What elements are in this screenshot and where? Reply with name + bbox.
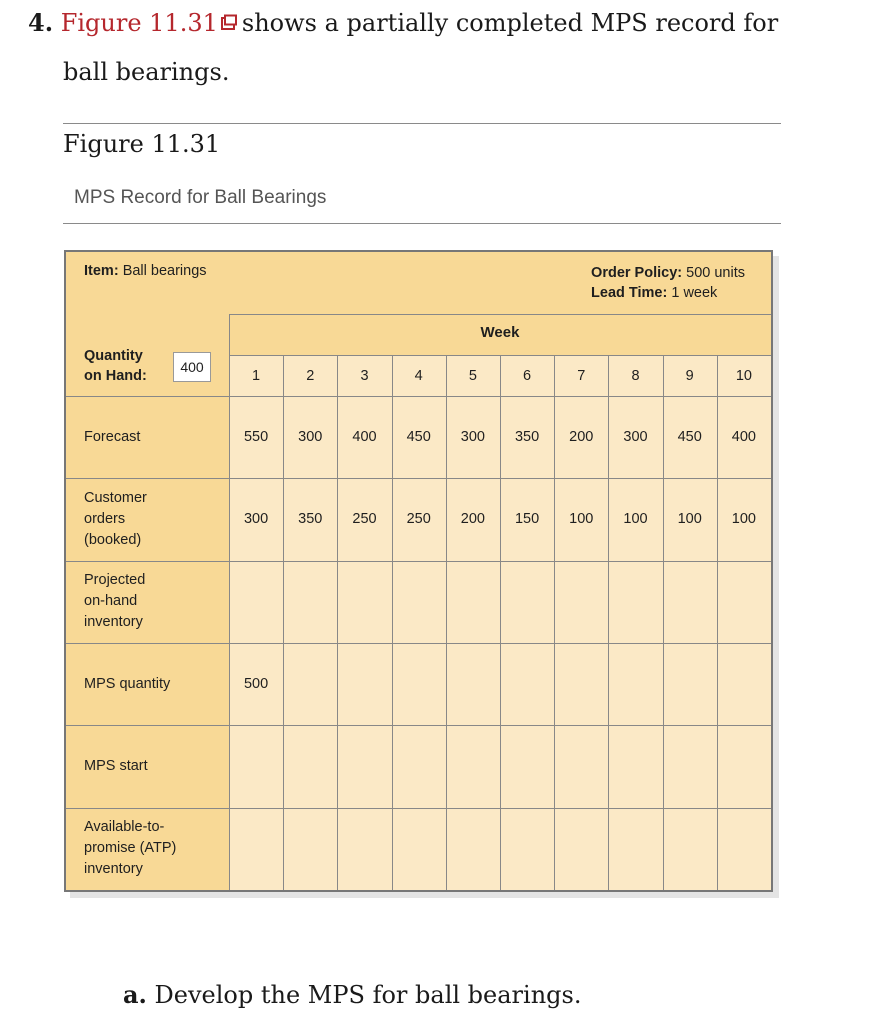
table-cell: 550 (243, 429, 269, 446)
grid-line (66, 561, 771, 562)
grid-line (66, 643, 771, 644)
grid-line (554, 355, 555, 890)
figure-caption: MPS Record for Ball Bearings (74, 187, 327, 208)
row-label (84, 674, 170, 695)
grid-line (500, 355, 501, 890)
table-cell: 400 (352, 429, 377, 446)
table-cell (337, 839, 391, 859)
grid-line (229, 314, 230, 890)
table-cell: 100 (731, 511, 756, 528)
grid-line (392, 355, 393, 890)
table-cell: 250 (352, 511, 377, 528)
grid-line (663, 355, 664, 890)
row-label (84, 756, 148, 777)
table-cell (392, 756, 446, 776)
table-cell: 200 (569, 429, 594, 446)
row-label-line: Customer (84, 489, 147, 506)
table-cell (663, 839, 717, 859)
table-cell: 100 (677, 511, 702, 528)
row-label (84, 570, 145, 633)
week-number-cell: 1 (229, 356, 283, 396)
item-label: Item: (84, 263, 119, 279)
sub-question (123, 980, 581, 1009)
table-cell (283, 756, 337, 776)
table-cell (283, 592, 337, 612)
table-cell (717, 756, 771, 776)
table-cell (283, 839, 337, 859)
table-cell (229, 839, 283, 859)
row-label-line: MPS start (84, 757, 148, 774)
figure-link[interactable]: Figure 11.31 (60, 9, 218, 37)
external-link-icon[interactable] (220, 14, 238, 32)
table-cell (446, 592, 500, 612)
week-number-cell: 3 (337, 356, 391, 396)
table-cell: 400 (731, 429, 756, 446)
table-cell: 300 (623, 429, 648, 446)
table-cell: 200 (460, 511, 485, 528)
row-label-line: promise (ATP) (84, 840, 177, 857)
table-cell (663, 592, 717, 612)
table-cell (554, 839, 608, 859)
table-cell (663, 674, 717, 694)
table-cell (337, 756, 391, 776)
row-label-line: Forecast (84, 428, 141, 445)
figure-label: Figure 11.31 (63, 130, 221, 158)
row-label (84, 488, 147, 551)
lead-time-label: Lead Time: (591, 285, 668, 301)
week-number-cell: 8 (608, 356, 662, 396)
table-cell: 250 (406, 511, 431, 528)
grid-line (66, 396, 771, 397)
row-label-line: inventory (84, 614, 143, 631)
table-cell (554, 592, 608, 612)
grid-line (66, 725, 771, 726)
question-line-2: ball bearings. (63, 58, 230, 86)
table-cell (337, 674, 391, 694)
week-number-cell: 6 (500, 356, 554, 396)
table-cell: 350 (298, 511, 323, 528)
table-cell (229, 756, 283, 776)
order-policy-info (591, 263, 745, 303)
question-number: 4. (28, 8, 54, 37)
week-title: Week (480, 324, 520, 341)
grid-line (283, 355, 284, 890)
table-cell (392, 839, 446, 859)
grid-line (66, 808, 771, 809)
table-cell (500, 592, 554, 612)
table-cell: 350 (514, 429, 540, 446)
row-label-line: (booked) (84, 531, 142, 548)
lead-time-value: 1 week (671, 285, 718, 301)
table-cell: 300 (298, 429, 323, 446)
table-cell (717, 592, 771, 612)
table-cell: 100 (623, 511, 648, 528)
quantity-on-hand-value: 400 (173, 352, 211, 382)
table-cell (337, 592, 391, 612)
table-cell (392, 674, 446, 694)
item-info (84, 263, 207, 279)
table-cell (608, 674, 662, 694)
item-value: Ball bearings (122, 263, 207, 279)
row-label-line: Available-to- (84, 819, 165, 836)
order-policy-value: 500 units (686, 265, 745, 281)
grid-line (446, 355, 447, 890)
sub-question-text: Develop the MPS for ball bearings. (154, 981, 582, 1009)
week-number-cell: 4 (392, 356, 446, 396)
order-policy-label: Order Policy: (591, 265, 683, 281)
question-text: shows a partially completed MPS record for (241, 9, 779, 37)
table-cell (608, 756, 662, 776)
week-number-cell: 5 (446, 356, 500, 396)
mps-record-table (64, 250, 773, 892)
table-cell (446, 839, 500, 859)
table-cell (446, 674, 500, 694)
table-cell (608, 839, 662, 859)
quantity-on-hand-label (84, 346, 147, 386)
table-cell (283, 674, 337, 694)
row-label (84, 427, 140, 448)
table-cell: 150 (514, 511, 540, 528)
table-cell: 450 (677, 429, 702, 446)
row-label-line: MPS quantity (84, 675, 171, 692)
table-cell (500, 674, 554, 694)
table-cell (500, 756, 554, 776)
row-label-line: orders (84, 510, 126, 527)
grid-line (717, 355, 718, 890)
figure-caption-rule (63, 223, 781, 224)
week-number-cell: 9 (663, 356, 717, 396)
table-cell: 300 (243, 511, 269, 528)
week-number-cell: 2 (283, 356, 337, 396)
table-cell (446, 756, 500, 776)
sub-question-letter: a. (123, 980, 147, 1009)
table-cell (229, 592, 283, 612)
grid-line (66, 478, 771, 479)
qoh-label-line-2: on Hand: (84, 368, 147, 384)
grid-line (608, 355, 609, 890)
grid-line (337, 355, 338, 890)
week-number-cell: 7 (554, 356, 608, 396)
table-cell: 500 (243, 676, 269, 693)
table-cell: 450 (406, 429, 431, 446)
table-cell (554, 674, 608, 694)
table-cell: 300 (460, 429, 485, 446)
question-line-1 (28, 8, 778, 37)
table-cell (717, 674, 771, 694)
table-cell (500, 839, 554, 859)
qoh-label-line-1: Quantity (84, 348, 143, 364)
table-cell (663, 756, 717, 776)
row-label-line: Projected (84, 572, 146, 589)
table-cell (554, 756, 608, 776)
table-cell: 100 (569, 511, 594, 528)
figure-top-rule (63, 123, 781, 124)
table-cell (717, 839, 771, 859)
week-number-cell: 10 (717, 356, 771, 396)
table-cell (392, 592, 446, 612)
row-label-line: inventory (84, 861, 143, 878)
row-label (84, 817, 176, 880)
table-cell (608, 592, 662, 612)
row-label-line: on-hand (84, 593, 138, 610)
